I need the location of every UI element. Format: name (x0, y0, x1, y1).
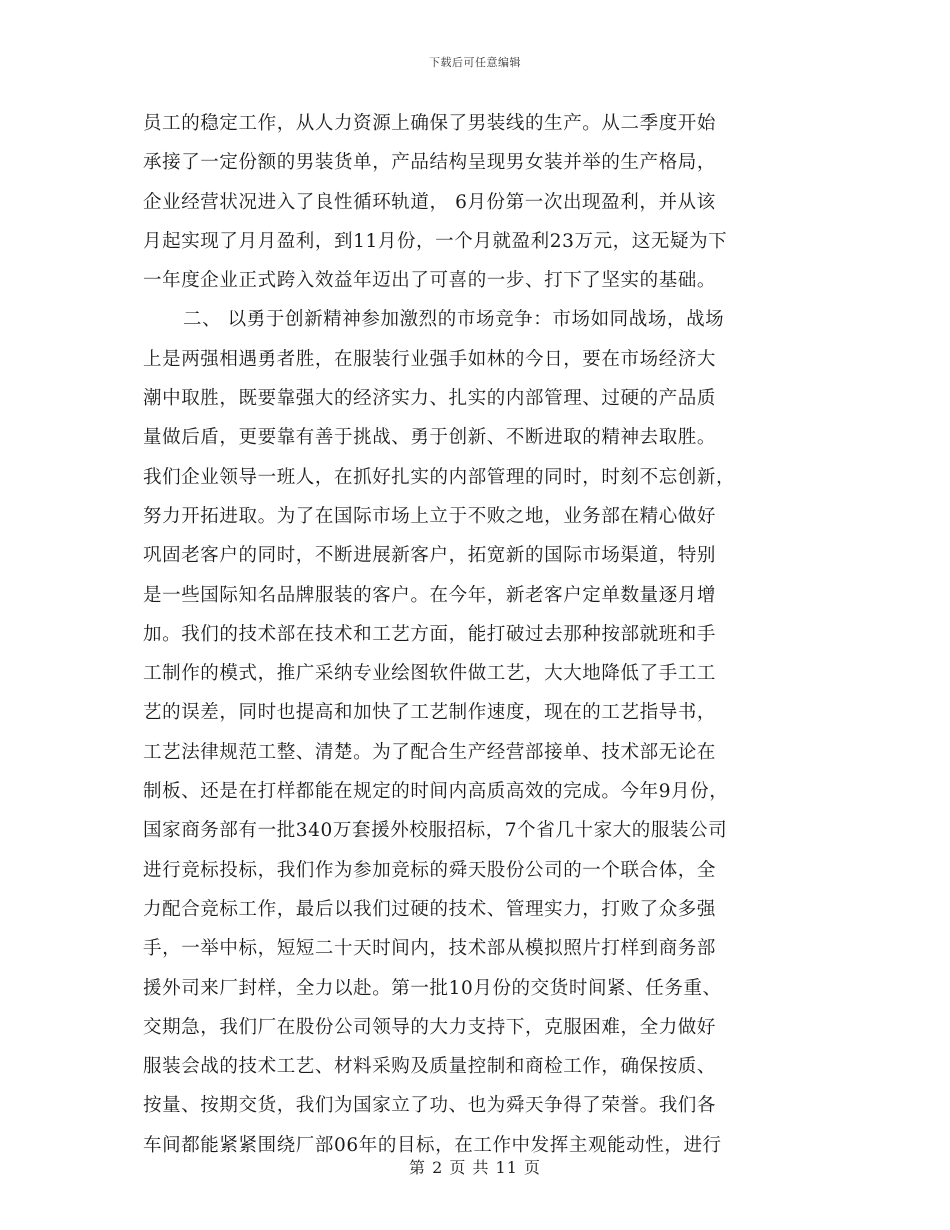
text-line: 员工的稳定工作，从人力资源上确保了男装线的生产。从二季度开始 (143, 113, 717, 134)
text-line: 制板、还是在打样都能在规定的时间内高质高效的完成。今年9月份， (143, 781, 729, 803)
text-line: 交期急，我们厂在股份公司领导的大力支持下，克服困难，全力做好 (143, 1016, 717, 1038)
text-line: 进行竞标投标，我们作为参加竞标的舜天股份公司的一个联合体，全 (143, 859, 717, 881)
text-line: 车间都能紧紧围绕厂部06年的目标，在工作中发挥主观能动性，进行 (143, 1134, 722, 1156)
text-line: 一年度企业正式跨入效益年迈出了可喜的一步、打下了坚实的基础。 (143, 270, 717, 292)
text-line: 工艺法律规范工整、清楚。为了配合生产经营部接单、技术部无论在 (143, 741, 717, 763)
text-line: 巩固老客户的同时，不断进展新客户，拓宽新的国际市场渠道，特别 (143, 545, 717, 567)
text-line: 按量、按期交货，我们为国家立了功、也为舜天争得了荣誉。我们各 (143, 1095, 717, 1117)
text-line: 服装会战的技术工艺、材料采购及质量控制和商检工作，确保按质、 (143, 1056, 717, 1078)
text-line: 企业经营状况进入了良性循环轨道， 6月份第一次出现盈利，并从该 (143, 191, 716, 213)
text-line: 艺的误差，同时也提高和加快了工艺制作速度，现在的工艺指导书， (143, 702, 717, 724)
section-heading-line: 二、 以勇于创新精神参加激烈的市场竞争：市场如同战场，战场 (183, 309, 725, 331)
text-line: 量做后盾，更要靠有善于挑战、勇于创新、不断进取的精神去取胜。 (143, 427, 717, 449)
text-line: 月起实现了月月盈利，到11月份，一个月就盈利23万元，这无疑为下 (143, 230, 728, 252)
text-line: 承接了一定份额的男装货单，产品结构呈现男女装并举的生产格局， (143, 152, 717, 174)
text-line: 力配合竞标工作，最后以我们过硬的技术、管理实力，打败了众多强 (143, 898, 717, 920)
text-line: 工制作的模式，推广采纳专业绘图软件做工艺，大大地降低了手工工 (143, 663, 717, 685)
text-line: 手，一举中标，短短二十天时间内，技术部从模拟照片打样到商务部 (143, 938, 717, 960)
text-line: 加。我们的技术部在技术和工艺方面，能打破过去那种按部就班和手 (143, 623, 717, 645)
text-line: 潮中取胜，既要靠强大的经济实力、扎实的内部管理、过硬的产品质 (143, 388, 717, 410)
text-line: 国家商务部有一批340万套援外校服招标，7个省几十家大的服装公司 (143, 820, 728, 842)
page-number-footer: 第 2 页 共 11 页 (409, 1158, 541, 1177)
text-line: 努力开拓进取。为了在国际市场上立于不败之地，业务部在精心做好 (143, 505, 717, 527)
document-body (143, 104, 811, 1165)
page-header: 下载后可任意编辑 (429, 56, 521, 69)
text-line: 我们企业领导一班人，在抓好扎实的内部管理的同时，时刻不忘创新， (143, 466, 736, 488)
text-line: 上是两强相遇勇者胜，在服装行业强手如林的今日，要在市场经济大 (143, 348, 717, 370)
text-line: 援外司来厂封样，全力以赴。第一批10月份的交货时间紧、任务重、 (143, 977, 722, 999)
text-line: 是一些国际知名品牌服装的客户。在今年，新老客户定单数量逐月增 (143, 584, 717, 606)
